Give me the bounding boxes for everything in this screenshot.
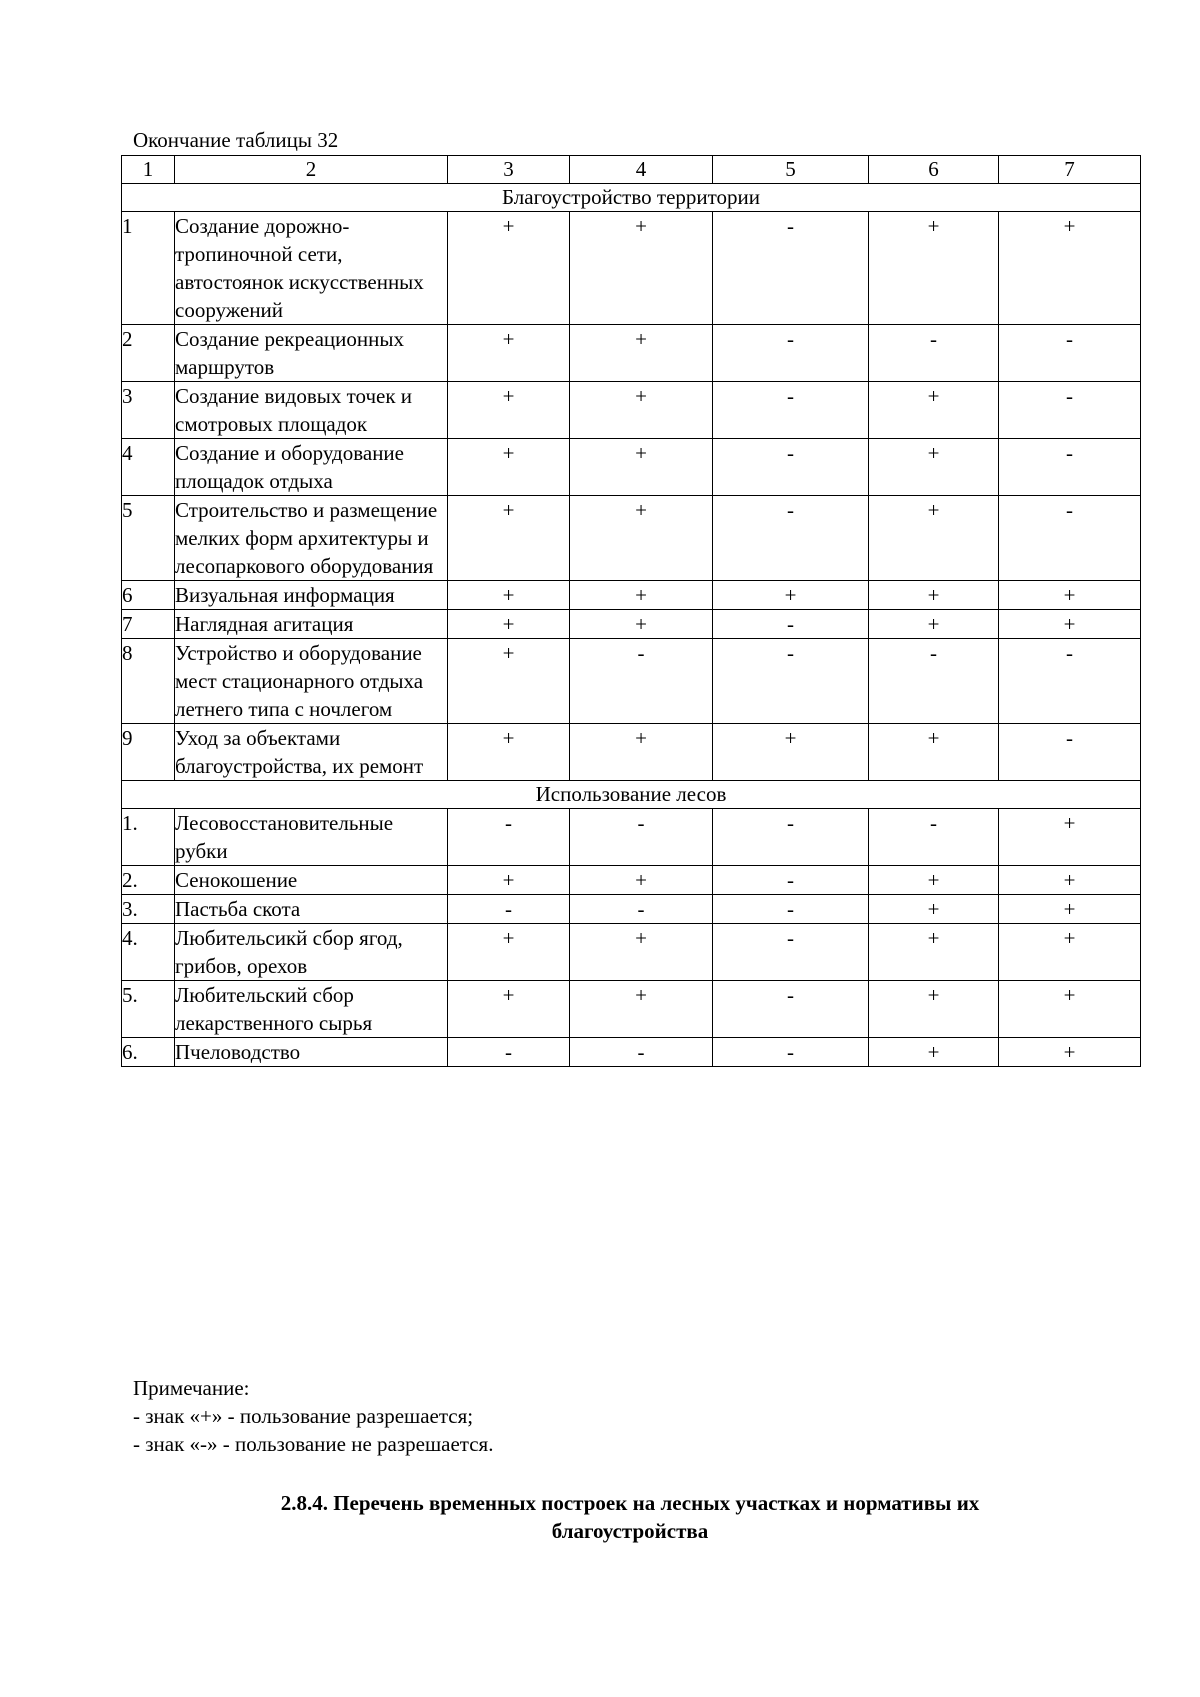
permission-mark: +: [869, 895, 999, 924]
column-header: 1: [122, 156, 175, 184]
permitted-uses-table: [121, 155, 1141, 1067]
permission-mark: +: [570, 496, 713, 581]
row-number: 7: [122, 610, 175, 639]
permission-mark: +: [448, 212, 570, 325]
row-activity: Создание видовых точек и смотровых площадок: [175, 382, 448, 439]
table-row: [122, 1038, 1141, 1067]
row-activity: Строительство и размещение мелких форм архитектуры и лесопаркового оборудования: [175, 496, 448, 581]
row-activity: Создание рекреационных маршрутов: [175, 325, 448, 382]
row-number: 4: [122, 439, 175, 496]
permission-mark: +: [448, 610, 570, 639]
permission-mark: -: [713, 439, 869, 496]
permission-mark: +: [570, 439, 713, 496]
permission-mark: -: [713, 981, 869, 1038]
column-header: 4: [570, 156, 713, 184]
permission-mark: +: [448, 981, 570, 1038]
row-activity: Создание дорожно-тропиночной сети, автостоянок искусственных сооружений: [175, 212, 448, 325]
section-row: [122, 184, 1141, 212]
section-row: [122, 781, 1141, 809]
row-number: 4.: [122, 924, 175, 981]
permission-mark: +: [448, 581, 570, 610]
permission-mark: +: [570, 866, 713, 895]
permission-mark: +: [448, 724, 570, 781]
row-activity: Наглядная агитация: [175, 610, 448, 639]
permission-mark: +: [999, 981, 1141, 1038]
row-number: 1.: [122, 809, 175, 866]
permission-mark: +: [448, 325, 570, 382]
note-title: Примечание:: [133, 1376, 250, 1400]
table-row: [122, 895, 1141, 924]
permission-mark: -: [570, 809, 713, 866]
permission-mark: +: [869, 212, 999, 325]
permission-mark: -: [713, 382, 869, 439]
permission-mark: +: [869, 1038, 999, 1067]
permission-mark: +: [570, 924, 713, 981]
permission-mark: +: [570, 610, 713, 639]
note-block: [133, 1374, 493, 1458]
permission-mark: -: [869, 325, 999, 382]
permission-mark: +: [570, 325, 713, 382]
row-number: 5: [122, 496, 175, 581]
row-number: 2: [122, 325, 175, 382]
permission-mark: +: [869, 724, 999, 781]
permission-mark: +: [869, 439, 999, 496]
row-activity: Сенокошение: [175, 866, 448, 895]
column-header: 5: [713, 156, 869, 184]
permission-mark: +: [448, 866, 570, 895]
permission-mark: -: [713, 866, 869, 895]
row-activity: Визуальная информация: [175, 581, 448, 610]
table-row: [122, 866, 1141, 895]
row-activity: Пастьба скота: [175, 895, 448, 924]
row-number: 6.: [122, 1038, 175, 1067]
row-activity: Любительсикй сбор ягод, грибов, орехов: [175, 924, 448, 981]
permission-mark: -: [713, 212, 869, 325]
permission-mark: +: [999, 1038, 1141, 1067]
permission-mark: +: [999, 581, 1141, 610]
table-header-row: [122, 156, 1141, 184]
permission-mark: +: [869, 981, 999, 1038]
permission-mark: -: [713, 924, 869, 981]
row-number: 2.: [122, 866, 175, 895]
permission-mark: -: [713, 809, 869, 866]
section-heading: 2.8.4. Перечень временных построек на лесных участках и нормативы их благоустройства: [280, 1491, 980, 1543]
permission-mark: +: [869, 610, 999, 639]
permission-mark: +: [713, 581, 869, 610]
permission-mark: +: [570, 581, 713, 610]
table-row: [122, 439, 1141, 496]
permission-mark: -: [999, 639, 1141, 724]
permission-mark: +: [869, 581, 999, 610]
table-row: [122, 981, 1141, 1038]
row-activity: Уход за объектами благоустройства, их ремонт: [175, 724, 448, 781]
table-row: [122, 924, 1141, 981]
table-row: [122, 325, 1141, 382]
permission-mark: +: [448, 924, 570, 981]
permission-mark: +: [448, 382, 570, 439]
permission-mark: -: [999, 724, 1141, 781]
permission-mark: +: [448, 439, 570, 496]
permission-mark: +: [869, 866, 999, 895]
table-row: [122, 610, 1141, 639]
permission-mark: +: [448, 496, 570, 581]
permission-mark: -: [570, 1038, 713, 1067]
permission-mark: -: [570, 639, 713, 724]
row-number: 5.: [122, 981, 175, 1038]
permission-mark: -: [999, 439, 1141, 496]
row-number: 3.: [122, 895, 175, 924]
row-number: 1: [122, 212, 175, 325]
permission-mark: +: [570, 724, 713, 781]
permission-mark: -: [869, 639, 999, 724]
permission-mark: +: [713, 724, 869, 781]
row-number: 3: [122, 382, 175, 439]
permission-mark: +: [999, 895, 1141, 924]
row-activity: Создание и оборудование площадок отдыха: [175, 439, 448, 496]
permission-mark: +: [869, 382, 999, 439]
row-activity: Устройство и оборудование мест стационарного отдыха летнего типа с ночлегом: [175, 639, 448, 724]
column-header: 7: [999, 156, 1141, 184]
permission-mark: +: [999, 212, 1141, 325]
permission-mark: -: [570, 895, 713, 924]
permission-mark: -: [448, 895, 570, 924]
permission-mark: -: [999, 496, 1141, 581]
note-line-minus: - знак «-» - пользование не разрешается.: [133, 1432, 494, 1456]
row-activity: Пчеловодство: [175, 1038, 448, 1067]
permission-mark: +: [999, 866, 1141, 895]
table-row: [122, 212, 1141, 325]
permission-mark: -: [713, 610, 869, 639]
table-caption: Окончание таблицы 32: [133, 128, 339, 152]
row-number: 9: [122, 724, 175, 781]
permission-mark: +: [999, 809, 1141, 866]
permission-mark: +: [999, 610, 1141, 639]
row-activity: Любительский сбор лекарственного сырья: [175, 981, 448, 1038]
permission-mark: -: [448, 1038, 570, 1067]
permission-mark: -: [713, 496, 869, 581]
row-activity: Лесовосстановительные рубки: [175, 809, 448, 866]
permission-mark: -: [713, 639, 869, 724]
permission-mark: -: [713, 895, 869, 924]
permission-mark: -: [713, 325, 869, 382]
table-row: [122, 809, 1141, 866]
column-header: 6: [869, 156, 999, 184]
section-title: Благоустройство территории: [122, 184, 1141, 212]
permission-mark: +: [570, 981, 713, 1038]
permission-mark: +: [869, 496, 999, 581]
permission-mark: -: [999, 325, 1141, 382]
permission-mark: +: [869, 924, 999, 981]
permission-mark: +: [999, 924, 1141, 981]
section-title: Использование лесов: [122, 781, 1141, 809]
permission-mark: -: [713, 1038, 869, 1067]
permission-mark: +: [448, 639, 570, 724]
table-row: [122, 382, 1141, 439]
table-row: [122, 496, 1141, 581]
table-row: [122, 581, 1141, 610]
permission-mark: -: [999, 382, 1141, 439]
column-header: 3: [448, 156, 570, 184]
note-line-plus: - знак «+» - пользование разрешается;: [133, 1404, 474, 1428]
row-number: 6: [122, 581, 175, 610]
table-row: [122, 639, 1141, 724]
row-number: 8: [122, 639, 175, 724]
table-body: [122, 156, 1141, 1067]
permission-mark: -: [448, 809, 570, 866]
permission-mark: +: [570, 212, 713, 325]
column-header: 2: [175, 156, 448, 184]
permission-mark: +: [570, 382, 713, 439]
table-row: [122, 724, 1141, 781]
permission-mark: -: [869, 809, 999, 866]
